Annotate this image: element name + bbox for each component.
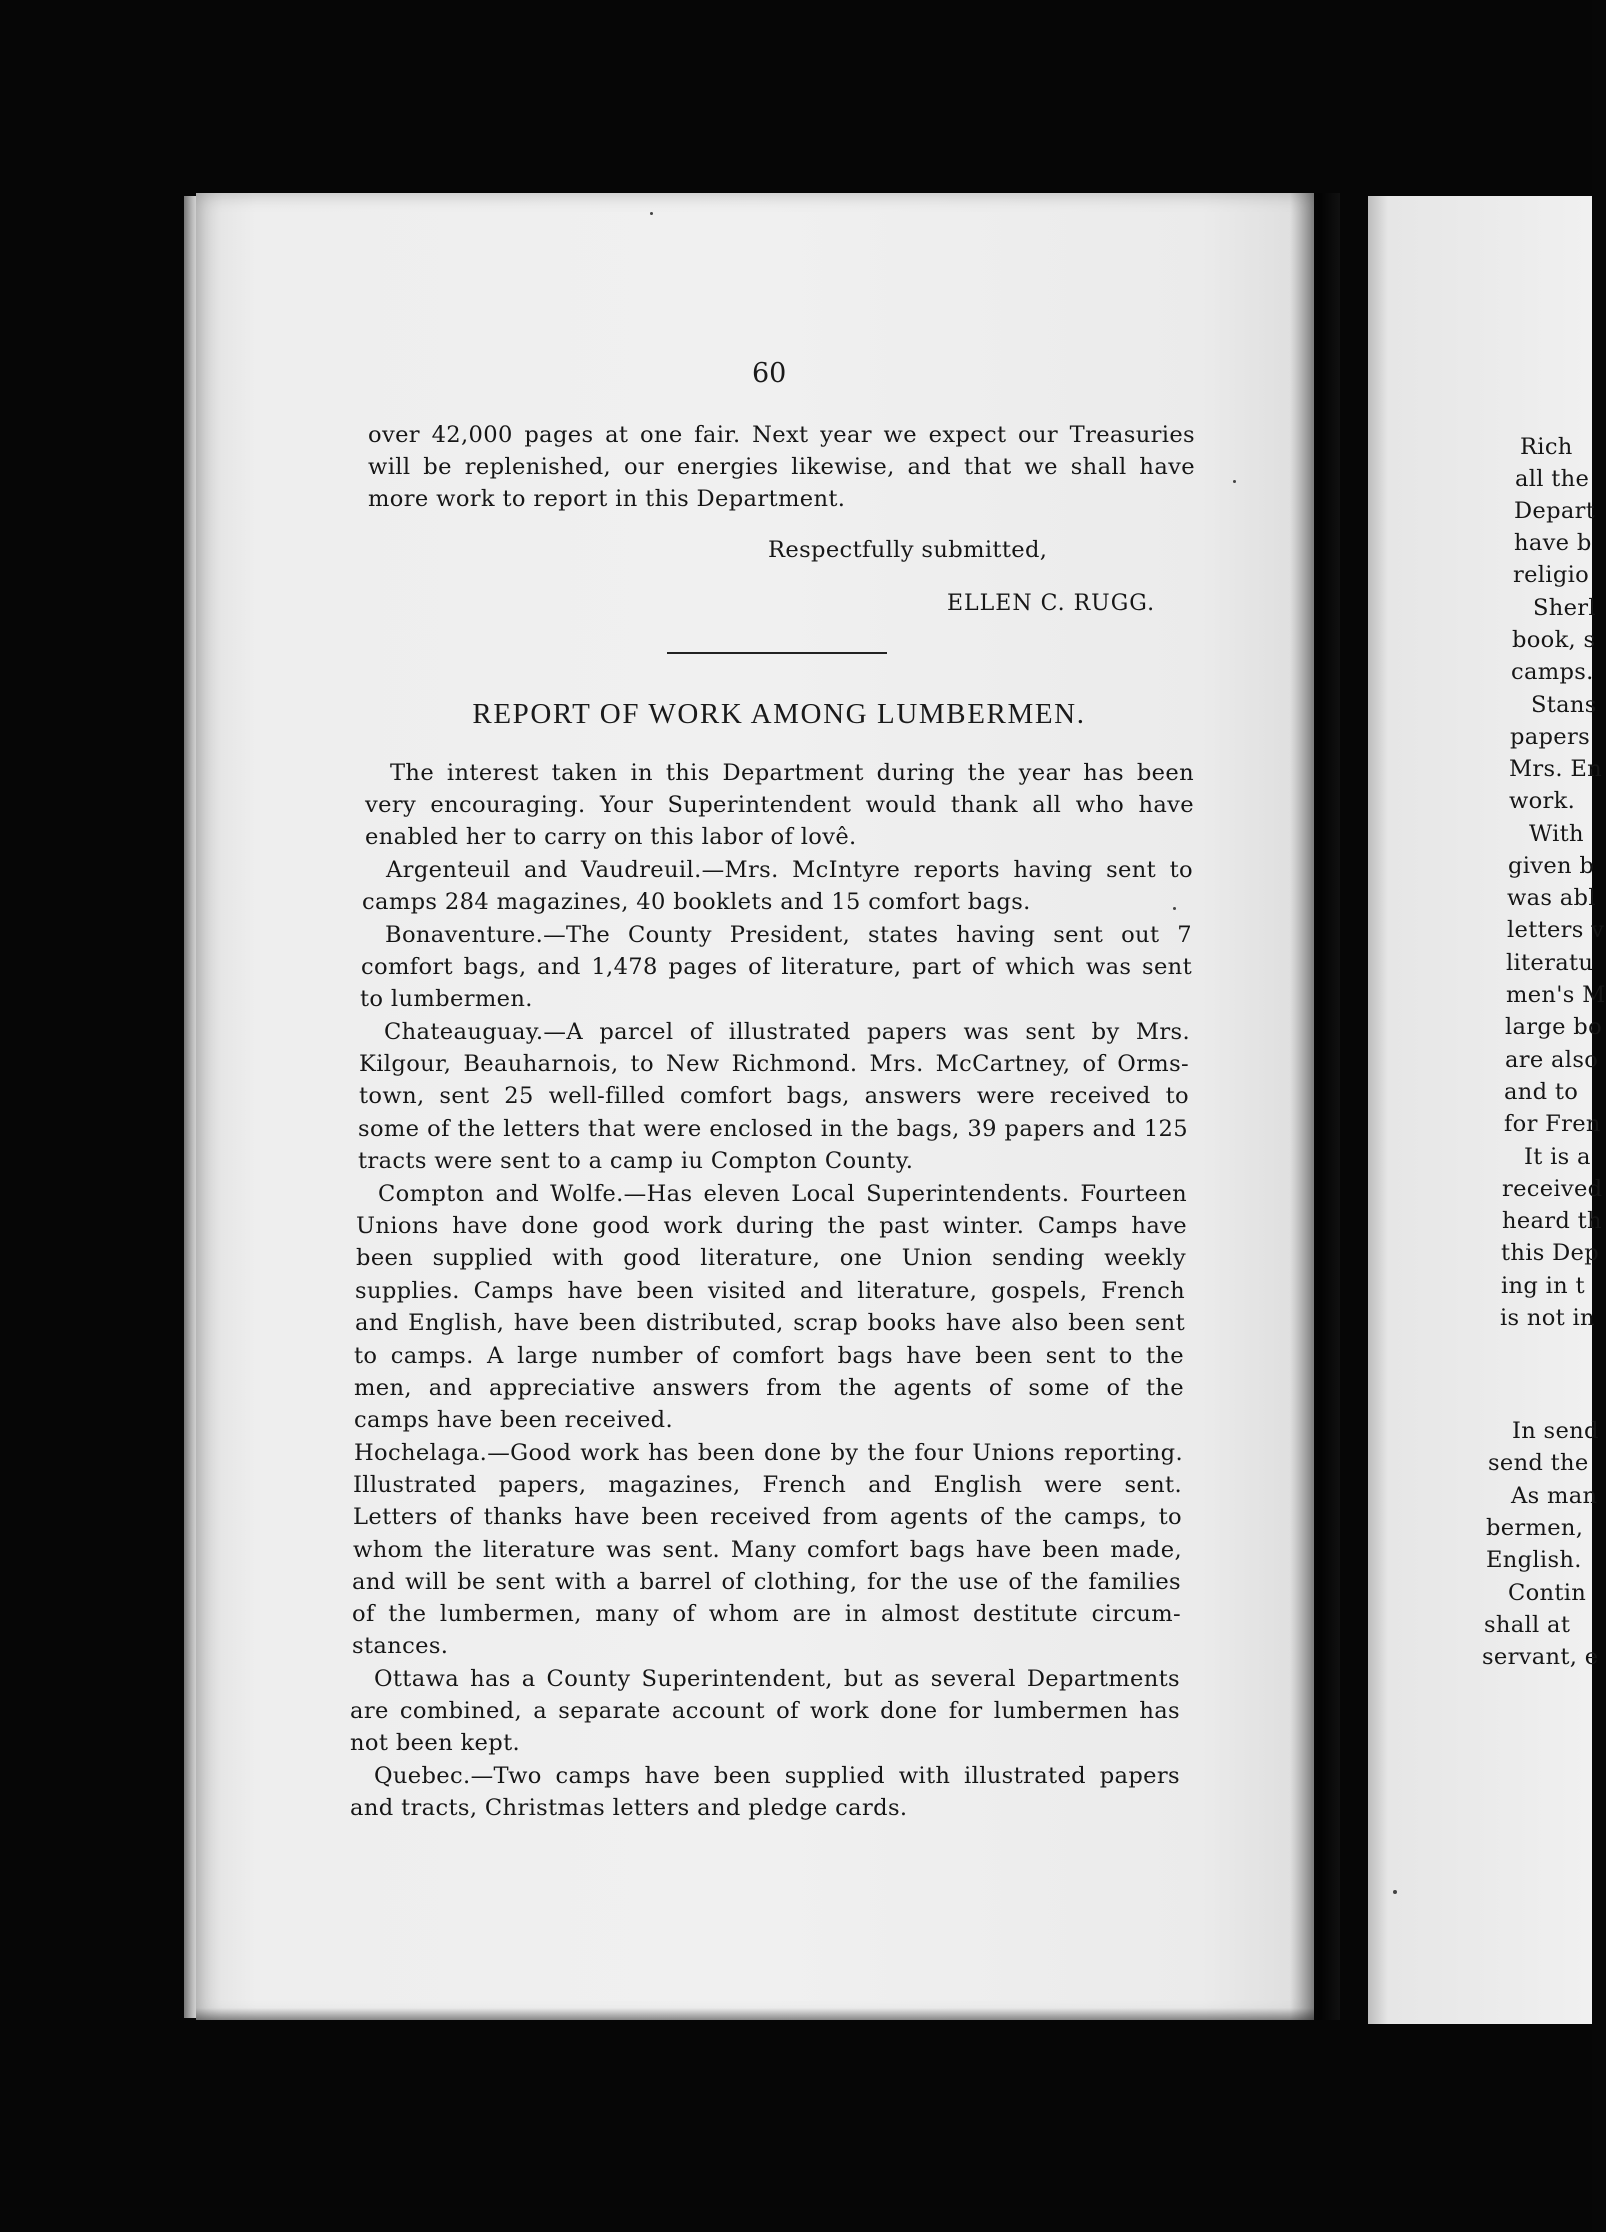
section-heading: REPORT OF WORK AMONG LUMBERMEN. [472, 698, 1086, 730]
text-line: enabled her to carry on this labor of lovê. [365, 824, 857, 850]
text-line: for Fren [1504, 1111, 1601, 1137]
text-line: heard th [1502, 1208, 1602, 1234]
text-line: camps 284 magazines, 40 booklets and 15 comfort bags. [362, 889, 1031, 915]
text-line: religio [1513, 562, 1590, 588]
text-line: more work to report in this Department. [368, 486, 846, 512]
scan-speck [1233, 480, 1236, 483]
text-line: was abl [1507, 885, 1596, 911]
text-line: Stans [1531, 692, 1597, 718]
text-line: this Dep [1501, 1240, 1599, 1266]
text-line: and will be sent with a barrel of clothing, for the use of the families [352, 1569, 1181, 1595]
text-line: comfort bags, and 1,478 pages of literature, part of which was sent [361, 954, 1192, 980]
text-line: of the lumbermen, many of whom are in almost destitute circum- [352, 1601, 1181, 1627]
text-line: Argenteuil and Vaudreuil.—Mrs. McIntyre reports having sent to [386, 857, 1193, 883]
text-line: Quebec.—Two camps have been supplied with illustrated papers [374, 1763, 1180, 1789]
text-line: Contin [1508, 1580, 1587, 1606]
text-line: work. [1509, 788, 1576, 814]
text-line: English. [1486, 1547, 1582, 1573]
text-line: As man [1511, 1483, 1598, 1509]
text-line: men, and appreciative answers from the agents of some of the [354, 1375, 1184, 1401]
scan-speck [1393, 1890, 1397, 1894]
text-line: Chateauguay.—A parcel of illustrated papers was sent by Mrs. [384, 1019, 1190, 1045]
text-line: Depart [1514, 498, 1596, 524]
text-line: to lumbermen. [360, 986, 533, 1012]
text-line: shall at [1484, 1612, 1571, 1638]
text-line: With [1529, 821, 1584, 847]
text-line: not been kept. [350, 1730, 521, 1756]
text-line: send the [1488, 1450, 1589, 1476]
text-line: It is a [1524, 1144, 1591, 1170]
gutter-shadow [1290, 193, 1340, 2020]
text-line: given b [1508, 853, 1595, 879]
page-number: 60 [752, 358, 787, 389]
text-line: supplies. Camps have been visited and literature, gospels, French [355, 1278, 1185, 1304]
text-line: will be replenished, our energies likewise, and that we shall have [368, 454, 1195, 480]
text-line: Kilgour, Beauharnois, to New Richmond. Mrs. McCartney, of Orms- [359, 1051, 1189, 1077]
text-line: town, sent 25 well-filled comfort bags, answers were received to [359, 1083, 1189, 1109]
text-line: The interest taken in this Department during the year has been [390, 760, 1194, 786]
text-line: received [1502, 1176, 1603, 1202]
text-line: book, s [1512, 627, 1596, 653]
text-line: bermen, [1486, 1515, 1584, 1541]
right-page [1368, 196, 1606, 2024]
signoff: Respectfully submitted, [768, 537, 1048, 563]
text-line: Rich [1520, 434, 1573, 460]
text-line: Mrs. En [1509, 756, 1603, 782]
text-line: papers [1510, 724, 1590, 750]
text-line: camps have been received. [354, 1407, 674, 1433]
text-line: and to [1504, 1079, 1579, 1105]
text-line: Sherl [1533, 595, 1596, 621]
text-line: stances. [352, 1633, 449, 1659]
text-line: Letters of thanks have been received from agents of the camps, to [353, 1504, 1182, 1530]
text-line: are also [1505, 1047, 1599, 1073]
text-line: literatu [1506, 950, 1594, 976]
scan-speck [1173, 907, 1176, 910]
text-line: over 42,000 pages at one fair. Next year we expect our Treasuries [368, 422, 1195, 448]
text-line: servant, e [1482, 1644, 1599, 1670]
text-line: all the [1515, 466, 1590, 492]
text-line: to camps. A large number of comfort bags have been sent to the [354, 1343, 1184, 1369]
text-line: is not in [1500, 1305, 1595, 1331]
text-line: letters v [1507, 917, 1605, 943]
text-line: and English, have been distributed, scrap books have also been sent [355, 1310, 1185, 1336]
section-divider [667, 652, 887, 654]
text-line: have b [1514, 530, 1592, 556]
text-line: ing in t [1501, 1273, 1585, 1299]
text-line: Hochelaga.—Good work has been done by the four Unions reporting. [354, 1440, 1183, 1466]
text-line: very encouraging. Your Superintendent would thank all who have [365, 792, 1194, 818]
signature: ELLEN C. RUGG. [947, 591, 1156, 616]
text-line: Compton and Wolfe.—Has eleven Local Superintendents. Fourteen [378, 1181, 1187, 1207]
text-line: and tracts, Christmas letters and pledge cards. [350, 1795, 908, 1821]
text-line: Unions have done good work during the past winter. Camps have [356, 1213, 1187, 1239]
text-line: whom the literature was sent. Many comfort bags have been made, [353, 1537, 1182, 1563]
page-shadow [196, 2008, 1314, 2020]
text-line: tracts were sent to a camp iu Compton County. [358, 1148, 914, 1174]
text-line: are combined, a separate account of work done for lumbermen has [350, 1698, 1180, 1724]
text-line: In send [1512, 1418, 1599, 1444]
scan-speck [650, 212, 653, 215]
text-line: been supplied with good literature, one Union sending weekly [356, 1245, 1186, 1271]
text-line: some of the letters that were enclosed in the bags, 39 papers and 125 [358, 1116, 1188, 1142]
text-line: men's M [1506, 982, 1606, 1008]
text-line: Bonaventure.—The County President, states having sent out 7 [385, 922, 1192, 948]
text-line: Ottawa has a County Superintendent, but as several Departments [374, 1666, 1180, 1692]
text-line: camps. [1511, 659, 1594, 685]
text-line: large bo [1505, 1014, 1602, 1040]
text-line: Illustrated papers, magazines, French and English were sent. [353, 1472, 1182, 1498]
